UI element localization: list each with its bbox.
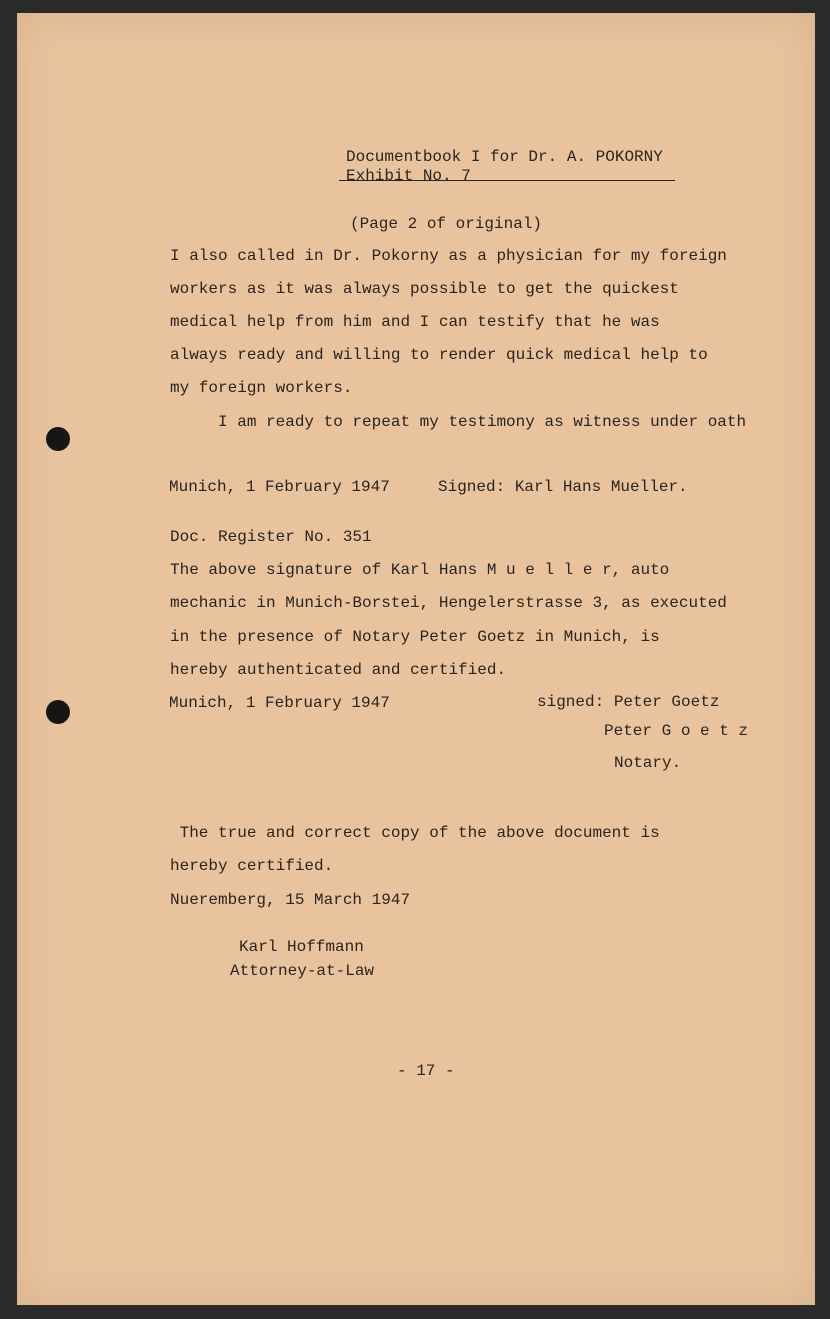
body-line-4: always ready and willing to render quick medical help to [170, 346, 708, 364]
attorney-title: Attorney-at-Law [230, 962, 375, 980]
header-underline [339, 180, 675, 181]
signature-signed: Signed: Karl Hans Mueller. [438, 478, 688, 496]
body-line-2: workers as it was always possible to get the quickest [170, 280, 679, 298]
register-number: Doc. Register No. 351 [170, 528, 372, 546]
punch-hole-upper [46, 427, 70, 451]
header-exhibit: Exhibit No. 7 [346, 167, 471, 185]
body-line-6: I am ready to repeat my testimony as witness under oath [170, 413, 747, 431]
document-page [17, 13, 815, 1305]
signature-place-date: Munich, 1 February 1947 [169, 478, 390, 496]
copy-certification-place-date: Nueremberg, 15 March 1947 [170, 891, 411, 909]
certification-line-4: hereby authenticated and certified. [170, 661, 507, 679]
certification-line-1: The above signature of Karl Hans M u e l l e r, auto [170, 561, 670, 579]
body-line-5: my foreign workers. [170, 379, 353, 397]
page-note: (Page 2 of original) [350, 215, 543, 233]
header-title: Documentbook I for Dr. A. POKORNY [346, 148, 663, 166]
attorney-name: Karl Hoffmann [239, 938, 364, 956]
body-line-3: medical help from him and I can testify that he was [170, 313, 660, 331]
body-line-1: I also called in Dr. Pokorny as a physician for my foreign [170, 247, 727, 265]
copy-certification-line-2: hereby certified. [170, 857, 334, 875]
punch-hole-lower [46, 700, 70, 724]
certification-line-3: in the presence of Notary Peter Goetz in Munich, is [170, 628, 660, 646]
notary-signed: signed: Peter Goetz [537, 693, 720, 711]
copy-certification-line-1: The true and correct copy of the above document is [170, 824, 660, 842]
page-number: - 17 - [397, 1062, 455, 1080]
notary-name: Peter G o e t z [604, 722, 749, 740]
notary-title: Notary. [614, 754, 682, 772]
notary-place-date: Munich, 1 February 1947 [169, 694, 390, 712]
certification-line-2: mechanic in Munich-Borstei, Hengelerstrasse 3, as executed [170, 594, 727, 612]
